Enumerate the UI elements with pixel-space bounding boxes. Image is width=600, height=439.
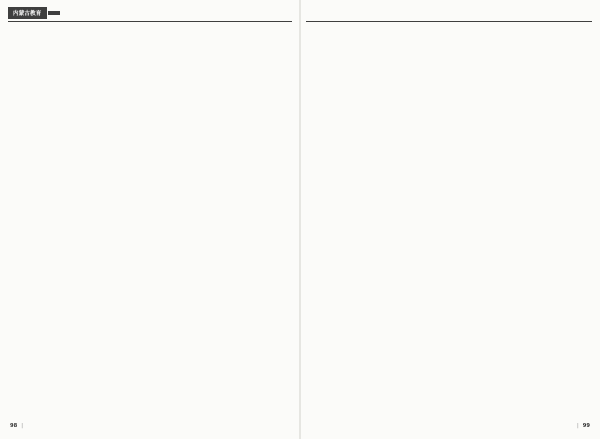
header-rule-left — [8, 21, 292, 22]
footer-right-sep: | — [577, 423, 579, 429]
header-rule-right — [306, 21, 592, 22]
header-left — [8, 6, 292, 20]
footer-left-sep: | — [21, 423, 23, 429]
header-left-title — [48, 11, 60, 15]
text-column-1 — [14, 28, 100, 413]
text-column-4 — [310, 28, 396, 413]
page-number-right: 99 — [582, 423, 590, 429]
footer-right — [573, 421, 590, 431]
page-number-left: 98 — [10, 423, 18, 429]
text-column-3 — [200, 28, 286, 413]
text-column-6 — [496, 28, 582, 413]
text-column-5 — [403, 28, 489, 413]
page-gutter — [299, 0, 301, 439]
magazine-name-tab: 内蒙古教育 — [8, 7, 47, 19]
text-column-2 — [107, 28, 193, 413]
footer-left — [10, 421, 30, 431]
header-right — [306, 6, 592, 20]
